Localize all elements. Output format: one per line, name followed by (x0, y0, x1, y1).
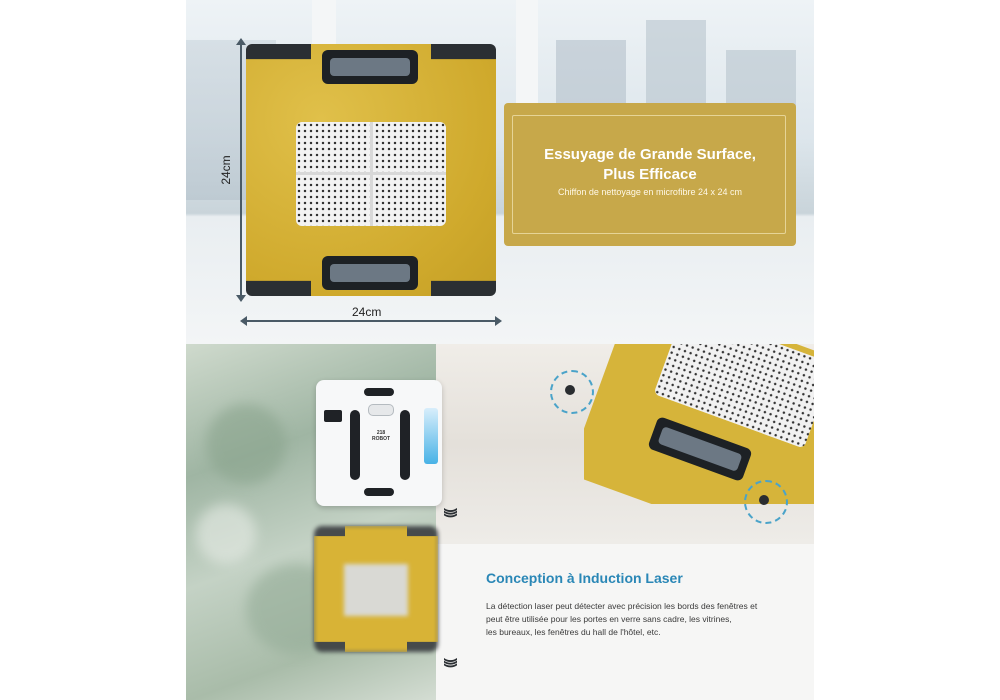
wheel-tread (330, 264, 410, 282)
top-panel (186, 0, 814, 344)
robot-logo-line2: ROBOT (371, 436, 391, 442)
bottom-track-wheel (322, 256, 418, 290)
laser-body-line2: peut être utilisée pour les portes en verre sans cadre, les vitrines, (486, 614, 732, 624)
robot-handle (364, 488, 394, 496)
grille-divider (296, 172, 446, 175)
wifi-wave-icon: ))) (444, 508, 460, 516)
robot-display (324, 410, 342, 422)
laser-body-line3: les bureaux, les fenêtres du hall de l'hôtel, etc. (486, 627, 661, 637)
laser-sensor (759, 495, 769, 505)
wheel-tread (330, 58, 410, 76)
robot-logo-line1: 218 (376, 430, 386, 436)
robot-side-band (350, 410, 360, 480)
height-dimension-arrow (240, 44, 242, 296)
robot-power-button (368, 404, 394, 416)
robot-side-band (400, 410, 410, 480)
wifi-wave-icon: ))) (444, 658, 460, 666)
laser-section-body (486, 600, 786, 639)
robot-handle (364, 388, 394, 396)
laser-body-line1: La détection laser peut détecter avec précision les bords des fenêtres et (486, 601, 758, 611)
top-track-wheel (322, 50, 418, 84)
robot-logo (366, 430, 396, 442)
robot-front-view (316, 380, 442, 506)
laser-sensor (565, 385, 575, 395)
product-image-canvas (186, 0, 814, 700)
laser-section-title: Conception à Induction Laser (486, 570, 683, 586)
feature-card (504, 103, 796, 246)
height-dimension-label: 24cm (219, 155, 233, 185)
glass-blur (206, 404, 286, 484)
bottom-panel (186, 344, 814, 700)
water-tank (424, 408, 438, 464)
feature-card-title-line1: Essuyage de Grande Surface, (544, 146, 756, 163)
feature-card-title (504, 145, 796, 185)
feature-card-title-line2: Plus Efficace (603, 166, 697, 183)
feature-card-subtitle: Chiffon de nettoyage en microfibre 24 x 24 cm (558, 187, 742, 197)
robot-through-glass-grille (344, 564, 408, 616)
glass-blur (196, 504, 256, 564)
robot-bottom-view (246, 44, 496, 296)
robot-corner-closeup (584, 344, 814, 504)
width-dimension-label: 24cm (352, 305, 382, 319)
width-dimension-arrow (246, 320, 496, 322)
